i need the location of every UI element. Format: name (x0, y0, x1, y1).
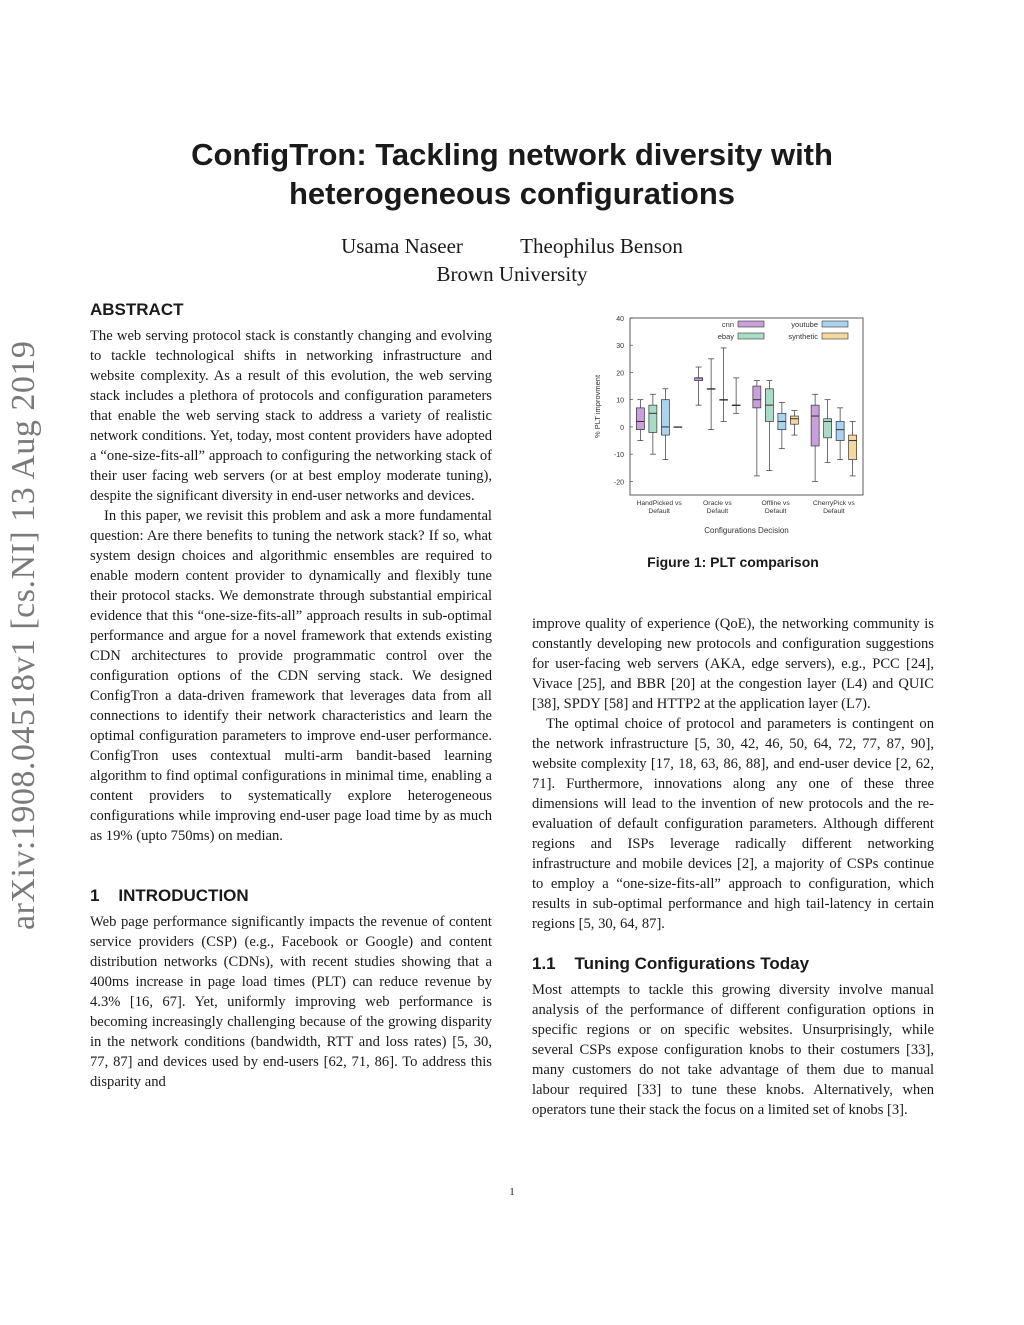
subsection-paragraph: Most attempts to tackle this growing diversity involve manual analysis of the performance of different configuration options in specific regions or on specific websites. Unsurprisingly, while several CSPs expose configuration knobs to their costumers [33], many customers do not take advantage of them due to manual labour required [33] to tune these knobs. Alternatively, when operators tune their stack the focus on a limited set of knobs [3]. (532, 982, 934, 1118)
paper-title: ConfigTron: Tackling network diversity with heterogeneous configurations (191, 137, 833, 211)
box-youtube (836, 421, 844, 440)
x-tick-label: CherryPick vs Default (812, 500, 855, 515)
page-number: 1 (509, 1186, 515, 1198)
legend-label: cnn (721, 320, 734, 329)
abstract-paragraph: The web serving protocol stack is constantly changing and evolving to tackle technological shifts in networking infrastructure and website complexity. As a result of this evolution, the web serving stack includes a plethora of protocols and configuration parameters that enable the web serving stack to address a variety of realistic network conditions. Yet, today, most content providers have adopted a “one-size-fits-all” approach to configuring the networking stack of their user facing web servers (or at best employ moderate tuning), despite the significant diversity in end-user networks and devices. (90, 328, 492, 504)
legend-label: ebay (717, 332, 734, 341)
box-ebay (649, 405, 657, 432)
plt-boxplot-chart (588, 310, 868, 540)
abstract-paragraph: In this paper, we revisit this problem and ask a more fundamental question: Are there benefits to tuning the network stack? If so, what system design choices and algorithmic ensembles are required to enable modern content provider to dynamically and flexibly tune their protocol stacks. We demonstrate through substantial empirical evidence that this “one-size-fits-all” approach results in sub-optimal performance and argue for a novel framework that extends existing CDN architectures to provide programmatic control over the configuration options of the CDN serving stack. We designed ConfigTron a data-driven framework that leverages data from all connections to identify their network characteristics and learn the optimal configuration parameters to improve end-user performance. ConfigTron uses contextual multi-arm bandit-based learning algorithm to find optimal configurations in minimal time, enabling a content providers to systematically explore heterogeneous configurations while improving end-user page load time by as much as 19% (upto 750ms) on median. (90, 508, 492, 844)
y-axis-label: % PLT improvment (593, 374, 602, 439)
legend-swatch (738, 321, 764, 327)
y-tick-label: 20 (616, 370, 624, 378)
box-synthetic (849, 435, 857, 460)
box-cnn (636, 408, 644, 430)
y-tick-label: 30 (616, 343, 624, 351)
author-block (90, 232, 934, 288)
y-tick-label: -10 (613, 452, 624, 460)
legend-label: youtube (791, 320, 818, 329)
body-paragraph: The optimal choice of protocol and parameters is contingent on the network infrastructure [5, 30, 42, 46, 50, 64, 72, 77, 87, 90], website complexity [17, 18, 63, 86, 88], and end-user device [2, 62, 71]. Furthermore, innovations along any one of these three dimensions will lead to the invention of new protocols and the re-evaluation of default configuration parameters. Although different regions and ISPs leverage radically different networking infrastructure and mobile devices [2], a majority of CSPs continue to employ a “one-size-fits-all” approach to configuration, which results in sub-optimal performance and high tail-latency in certain regions [5, 30, 64, 87]. (532, 716, 934, 932)
box-youtube (661, 400, 669, 435)
box-cnn (753, 386, 761, 408)
y-tick-label: 10 (616, 397, 624, 405)
y-tick-label: 40 (616, 316, 624, 323)
figure-caption: Figure 1: PLT comparison (647, 554, 819, 570)
right-column (532, 614, 934, 1120)
body-paragraph: improve quality of experience (QoE), the networking community is constantly developing new protocols and configuration suggestions for user-facing web servers (AKA, edge servers), e.g., PCC [24], Vivace [25], and BBR [20] at the congestion layer (L4) and QUIC [38], SPDY [58] and HTTP2 at the application layer (L7). (532, 616, 934, 712)
abstract-heading: ABSTRACT (90, 300, 184, 319)
box-cnn (811, 405, 819, 446)
legend-label: synthetic (788, 332, 818, 341)
legend-swatch (738, 333, 764, 339)
x-tick-label: HandPicked vs Default (636, 500, 682, 515)
x-tick-label: Oracle vs Default (703, 500, 732, 515)
legend-swatch (822, 321, 848, 327)
y-tick-label: 0 (620, 424, 624, 432)
x-axis-label: Configurations Decision (704, 526, 789, 535)
affiliation: Brown University (436, 262, 588, 286)
left-column (90, 300, 492, 1092)
introduction-heading: 1 INTRODUCTION (90, 886, 249, 905)
box-synthetic (790, 416, 798, 424)
intro-paragraph: Web page performance significantly impacts the revenue of content service providers (CSP) (e.g., Facebook or Google) and content distribution networks (CDNs), with recent studies showing that a 400ms increase in page load times (PLT) can reduce revenue by 4.3% [16, 67]. Yet, uniformly improving web performance is becoming increasingly challenging because of the growing disparity in the network conditions (bandwidth, RTT and loss rates) [5, 30, 77, 87] and devices used by end-users [62, 71, 86]. To address this disparity and (90, 914, 492, 1090)
y-tick-label: -20 (613, 479, 624, 487)
arxiv-identifier: arXiv:1908.04518v1 [cs.NI] 13 Aug 2019 (5, 340, 42, 930)
author-name: Theophilus Benson (520, 234, 683, 258)
subsection-heading: 1.1 Tuning Configurations Today (532, 954, 810, 973)
author-name: Usama Naseer (341, 234, 463, 258)
x-tick-label: Offline vs Default (761, 500, 790, 515)
legend-swatch (822, 333, 848, 339)
